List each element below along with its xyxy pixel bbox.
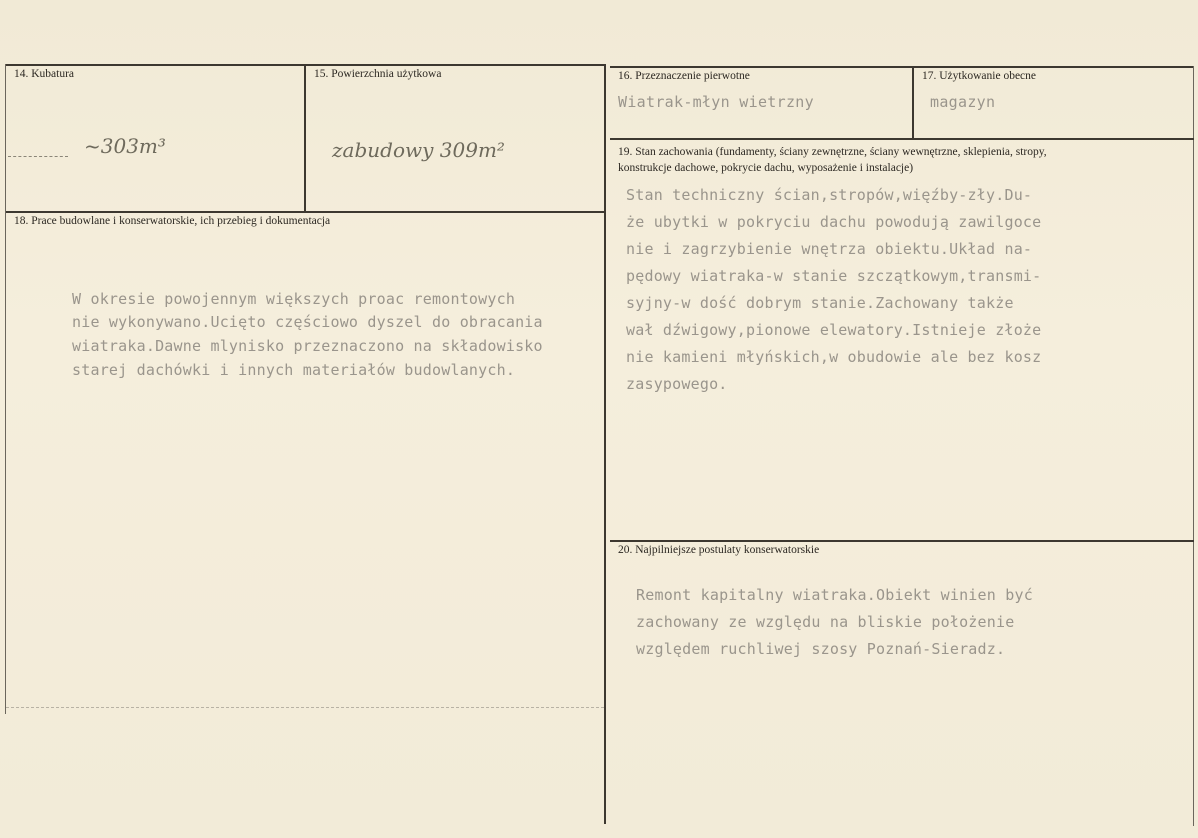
divider-14-15 (304, 64, 306, 212)
field-17-label: 17. Użytkowanie obecne (922, 70, 1037, 82)
field-18-text (72, 286, 543, 384)
field-16-label: 16. Przeznaczenie pierwotne (618, 70, 750, 82)
field-20-line: względem ruchliwej szosy Poznań-Sieradz. (636, 640, 1006, 658)
field-17-value: magazyn (930, 93, 996, 111)
field-20-line: zachowany ze względu na bliskie położenie (636, 613, 1015, 631)
field-18-line: nie wykonywano.Ucięto częściowo dyszel do obracania (72, 313, 543, 331)
field-19-line: pędowy wiatraka-w stanie szczątkowym,transmi- (626, 267, 1042, 285)
left-border (5, 64, 6, 714)
field-19-line: syjny-w dość dobrym stanie.Zachowany także (626, 294, 1014, 312)
field-19-line: wał dźwigowy,pionowe elewatory.Istnieje złoże (626, 321, 1042, 339)
divider-16-17 (912, 66, 914, 138)
field-16-value: Wiatrak-młyn wietrzny (618, 93, 814, 111)
divider-center (604, 64, 606, 824)
field-19-line: nie kamieni młyńskich,w obudowie ale bez kosz (626, 348, 1042, 366)
field-14-value: ~303m³ (84, 134, 166, 158)
field-19-text (626, 182, 1041, 398)
field-19-line: zasypowego. (626, 375, 728, 393)
field-18-line: wiatraka.Dawne mlynisko przeznaczono na składowisko (72, 337, 543, 355)
field-20-label: 20. Najpilniejsze postulaty konserwatorskie (618, 544, 820, 556)
field-15-label: 15. Powierzchnia użytkowa (314, 68, 442, 80)
field-18-line: starej dachówki i innych materiałów budowlanych. (72, 361, 516, 379)
field-15-value: zabudowy 309m² (332, 138, 505, 162)
field-20-line: Remont kapitalny wiatraka.Obiekt winien być (636, 586, 1033, 604)
field-19-line: nie i zagrzybienie wnętrza obiektu.Układ na- (626, 240, 1033, 258)
faint-bottom-dotted-line (6, 707, 604, 708)
field-18-line: W okresie powojennym większych proac remontowych (72, 290, 516, 308)
field-20-text (636, 582, 1033, 663)
field-14-label: 14. Kubatura (14, 68, 75, 80)
rule-above-19 (610, 138, 1194, 140)
right-border (1193, 66, 1194, 826)
field-19-label-line1: 19. Stan zachowania (fundamenty, ściany zewnętrzne, ściany wewnętrzne, sklepienia, stropy, (618, 146, 1047, 158)
field-19-label-line2: konstrukcje dachowe, pokrycie dachu, wyposażenie i instalacje) (618, 162, 914, 174)
field-19-line: że ubytki w pokryciu dachu powodują zawilgoce (626, 213, 1042, 231)
field-19-line: Stan techniczny ścian,stropów,więźby-zły.Du- (626, 186, 1033, 204)
field-14-dotted-line (8, 156, 68, 157)
field-18-label: 18. Prace budowlane i konserwatorskie, ich przebieg i dokumentacja (14, 215, 331, 227)
